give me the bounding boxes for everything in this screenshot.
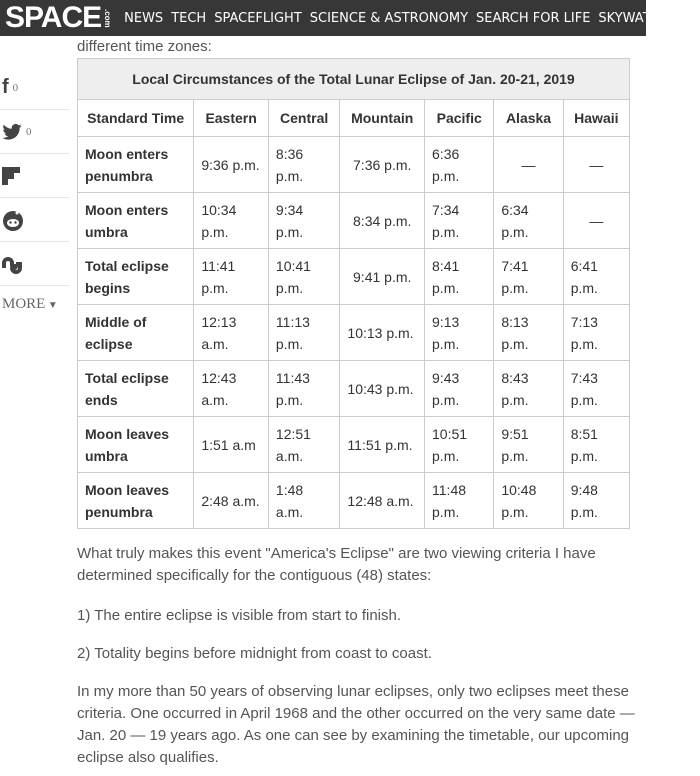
stumbleupon-share[interactable] [0, 242, 69, 286]
table-cell: 12:43 a.m. [194, 361, 269, 417]
table-cell: 8:41 p.m. [425, 249, 494, 305]
table-row [78, 249, 630, 305]
twitter-icon [2, 124, 22, 140]
table-cell: 11:13 p.m. [268, 305, 340, 361]
flipboard-share[interactable] [0, 154, 69, 198]
table-cell: 9:48 p.m. [563, 473, 629, 529]
nav-item[interactable]: SKYWATCHING [598, 10, 693, 26]
table-cell: 11:51 p.m. [340, 417, 425, 473]
column-header: Mountain [340, 100, 425, 137]
table-cell: 8:36 p.m. [268, 137, 340, 193]
table-row [78, 417, 630, 473]
nav-item[interactable]: TECH [171, 10, 207, 26]
main-nav [124, 11, 700, 26]
reddit-icon [2, 209, 24, 231]
table-cell: — [563, 137, 629, 193]
table-cell: 7:41 p.m. [494, 249, 563, 305]
table-cell: 8:43 p.m. [494, 361, 563, 417]
table-cell: — [494, 137, 563, 193]
nav-item[interactable]: SEARCH FOR LIFE [476, 10, 591, 26]
more-label: MORE [2, 296, 46, 312]
table-cell: 10:41 p.m. [268, 249, 340, 305]
facebook-icon: f [2, 76, 9, 98]
table-cell: 7:13 p.m. [563, 305, 629, 361]
table-cell: 8:13 p.m. [494, 305, 563, 361]
column-header: Standard Time [78, 100, 194, 137]
nav-item[interactable]: SCIENCE & ASTRONOMY [309, 10, 469, 26]
table-cell: 9:36 p.m. [194, 137, 269, 193]
logo-text: SPACE [5, 1, 102, 34]
table-cell: 7:34 p.m. [425, 193, 494, 249]
table-cell: 1:48 a.m. [268, 473, 340, 529]
row-label: Moon enters penumbra [78, 137, 194, 193]
table-cell: 9:43 p.m. [425, 361, 494, 417]
table-caption: Local Circumstances of the Total Lunar Eclipse of Jan. 20-21, 2019 [78, 59, 630, 100]
twitter-share[interactable] [0, 110, 69, 154]
nav-item[interactable]: NEWS [124, 10, 164, 26]
row-label: Total eclipse ends [78, 361, 194, 417]
underlying-text: different time zones: [77, 38, 212, 55]
row-label: Moon enters umbra [78, 193, 194, 249]
row-label: Total eclipse begins [78, 249, 194, 305]
row-label: Moon leaves penumbra [78, 473, 194, 529]
column-header: Alaska [494, 100, 563, 137]
table-header-row [78, 100, 630, 137]
eclipse-table [77, 58, 630, 529]
caret-down-icon: ▼ [45, 300, 58, 311]
paragraph: In my more than 50 years of observing lunar eclipses, only two eclipses meet these criteria. One occurred in April 1968 and the other occurred on the very same date — Jan. 20 — 19 years ago. As one can see by examining the timetable, our upcoming eclipse also qualifies. [77, 683, 635, 766]
paragraph: What truly makes this event "America's Eclipse" are two viewing criteria I have determined specifically for the contiguous (48) states: [77, 545, 596, 584]
site-logo[interactable] [5, 1, 112, 35]
table-cell: 8:34 p.m. [340, 193, 425, 249]
table-cell: 7:43 p.m. [563, 361, 629, 417]
flipboard-icon [2, 167, 20, 185]
table-cell: 7:36 p.m. [340, 137, 425, 193]
table-row [78, 473, 630, 529]
reddit-share[interactable] [0, 198, 69, 242]
facebook-share[interactable] [0, 66, 69, 110]
table-cell: 10:51 p.m. [425, 417, 494, 473]
column-header: Pacific [425, 100, 494, 137]
table-cell: 9:51 p.m. [494, 417, 563, 473]
column-header: Central [268, 100, 340, 137]
table-cell: 6:34 p.m. [494, 193, 563, 249]
table-row [78, 137, 630, 193]
paragraph: 1) The entire eclipse is visible from start to finish. [77, 607, 402, 624]
table-cell: 9:41 p.m. [340, 249, 425, 305]
column-header: Hawaii [563, 100, 629, 137]
logo-suffix: .com [103, 8, 113, 28]
table-cell: 11:43 p.m. [268, 361, 340, 417]
row-label: Moon leaves umbra [78, 417, 194, 473]
table-cell: 6:41 p.m. [563, 249, 629, 305]
twitter-count: 0 [26, 125, 32, 138]
more-share-button[interactable] [0, 296, 69, 313]
facebook-count: 0 [12, 81, 19, 94]
table-cell: 11:48 p.m. [425, 473, 494, 529]
table-cell: 10:43 p.m. [340, 361, 425, 417]
row-label: Middle of eclipse [78, 305, 194, 361]
table-cell: 11:41 p.m. [194, 249, 269, 305]
stumbleupon-icon [2, 256, 26, 272]
table-cell: — [563, 193, 629, 249]
paragraph: 2) Totality begins before midnight from coast to coast. [77, 645, 432, 662]
nav-item[interactable]: SPACEFLIGHT [214, 10, 302, 26]
table-cell: 12:51 a.m. [268, 417, 340, 473]
table-cell: 1:51 a.m [194, 417, 269, 473]
table-cell: 2:48 a.m. [194, 473, 269, 529]
column-header: Eastern [194, 100, 269, 137]
table-cell: 6:36 p.m. [425, 137, 494, 193]
table-cell: 10:34 p.m. [194, 193, 269, 249]
table-cell: 10:13 p.m. [340, 305, 425, 361]
share-bar [0, 66, 69, 313]
table-cell: 9:34 p.m. [268, 193, 340, 249]
table-cell: 9:13 p.m. [425, 305, 494, 361]
table-cell: 12:48 a.m. [340, 473, 425, 529]
table-cell: 8:51 p.m. [563, 417, 629, 473]
table-cell: 12:13 a.m. [194, 305, 269, 361]
table-row [78, 305, 630, 361]
site-header [0, 0, 693, 36]
table-cell: 10:48 p.m. [494, 473, 563, 529]
table-row [78, 361, 630, 417]
table-row [78, 193, 630, 249]
